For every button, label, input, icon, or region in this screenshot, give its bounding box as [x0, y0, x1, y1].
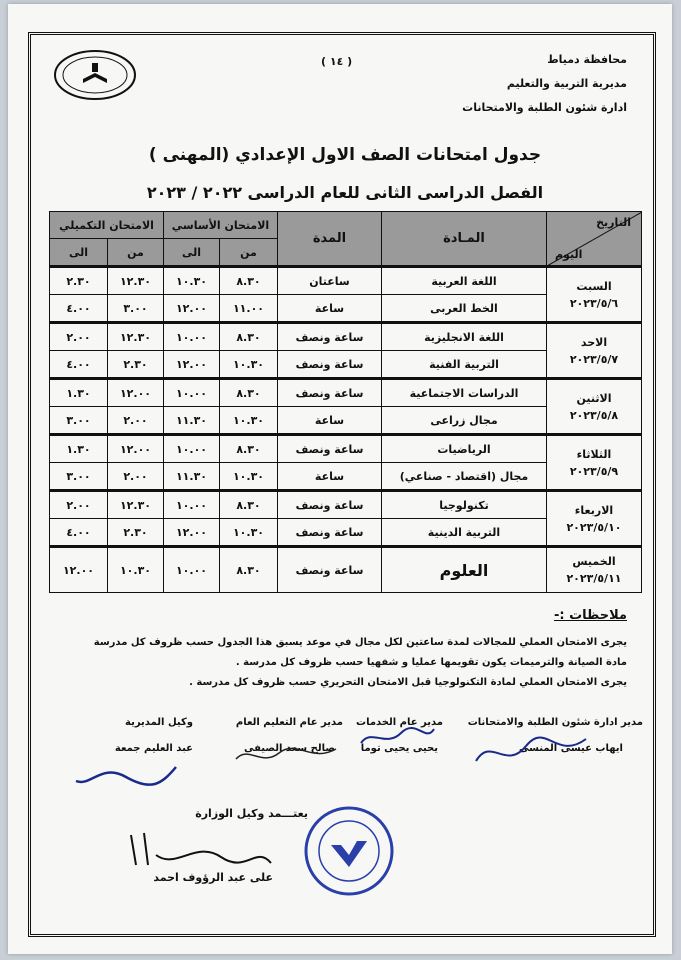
approval-label: يعتـــمد وكيل الوزارة — [195, 807, 308, 820]
header-basic-exam: الامتحان الأساسي — [164, 212, 278, 239]
table-row — [50, 323, 642, 351]
signature-name: ايهاب عيسى المنسى — [518, 743, 623, 754]
supp-from-cell: ١٠.٣٠ — [108, 547, 164, 593]
supp-from-cell: ١٢.٣٠ — [108, 491, 164, 519]
basic-from-cell: ٨.٣٠ — [220, 547, 278, 593]
supp-to-cell: ٢.٠٠ — [50, 323, 108, 351]
day-name: الثلاثاء — [576, 447, 612, 461]
basic-from-cell: ١٠.٣٠ — [220, 351, 278, 379]
supp-to-cell: ٤.٠٠ — [50, 351, 108, 379]
signature-title: وكيل المديرية — [125, 717, 193, 728]
day-name: الخميس — [572, 555, 616, 568]
basic-to-cell: ١١.٣٠ — [164, 407, 220, 435]
page-frame — [28, 32, 656, 937]
table-row — [50, 379, 642, 407]
basic-from-cell: ٨.٣٠ — [220, 267, 278, 295]
basic-from-cell: ١١.٠٠ — [220, 295, 278, 323]
duration-cell: ساعة ونصف — [278, 351, 382, 379]
signature-title: مدير عام التعليم العام — [235, 717, 343, 728]
supp-from-cell: ٣.٠٠ — [108, 295, 164, 323]
basic-to-cell: ١٢.٠٠ — [164, 519, 220, 547]
schedule-subtitle: الفصل الدراسى الثانى للعام الدراسى ٢٠٢٢ / ٢٠٢٣ — [146, 183, 544, 202]
signature-name: صالح سعد الصيفى — [243, 743, 335, 754]
duration-cell: ساعة ونصف — [278, 323, 382, 351]
notes-heading: ملاحظات :- — [553, 608, 627, 623]
supp-to-cell: ٣.٠٠ — [50, 407, 108, 435]
basic-to-cell: ١٠.٠٠ — [164, 323, 220, 351]
duration-cell: ساعة — [278, 463, 382, 491]
subject-cell: اللغة العربية — [382, 267, 547, 295]
subject-cell: الخط العربى — [382, 295, 547, 323]
header-supplementary-exam: الامتحان التكميلي — [50, 212, 164, 239]
duration-cell: ساعة ونصف — [278, 547, 382, 593]
basic-from-cell: ٨.٣٠ — [220, 379, 278, 407]
day-name: الاحد — [580, 335, 608, 349]
approval-name: على عبد الرؤوف احمد — [153, 871, 273, 884]
table-row — [50, 547, 642, 593]
header-day: اليوم — [555, 248, 583, 261]
day-cell — [547, 547, 642, 593]
document-page — [8, 4, 672, 954]
ministry-logo-icon — [53, 49, 137, 101]
supp-to-cell: ١٢.٠٠ — [50, 547, 108, 593]
table-row — [50, 491, 642, 519]
table-row — [50, 267, 642, 295]
supp-to-cell: ٢.٣٠ — [50, 267, 108, 295]
basic-to-cell: ١٢.٠٠ — [164, 295, 220, 323]
header-date-day — [547, 212, 642, 267]
day-cell — [547, 379, 642, 435]
duration-cell: ساعة — [278, 295, 382, 323]
day-name: الاثنين — [576, 391, 612, 405]
basic-from-cell: ١٠.٣٠ — [220, 519, 278, 547]
supp-from-cell: ٢.٠٠ — [108, 407, 164, 435]
basic-from-cell: ٨.٣٠ — [220, 323, 278, 351]
table-row — [50, 435, 642, 463]
day-date: ٢٠٢٣/٥/٦ — [569, 296, 619, 310]
subject-cell: مجال زراعى — [382, 407, 547, 435]
signature-name: عبد العليم جمعة — [114, 743, 193, 754]
supp-to-cell: ١.٣٠ — [50, 435, 108, 463]
exam-schedule-table — [49, 211, 642, 593]
header-basic-from: من — [220, 239, 278, 267]
subject-cell: التربية الفنية — [382, 351, 547, 379]
basic-from-cell: ١٠.٣٠ — [220, 407, 278, 435]
subject-cell: الرياضيات — [382, 435, 547, 463]
basic-from-cell: ١٠.٣٠ — [220, 463, 278, 491]
day-name: الاربعاء — [574, 503, 614, 517]
day-date: ٢٠٢٣/٥/٧ — [569, 352, 619, 366]
basic-to-cell: ١٠.٠٠ — [164, 491, 220, 519]
supp-to-cell: ٤.٠٠ — [50, 519, 108, 547]
supp-from-cell: ١٢.٣٠ — [108, 323, 164, 351]
basic-to-cell: ١٠.٣٠ — [164, 267, 220, 295]
supp-to-cell: ٣.٠٠ — [50, 463, 108, 491]
basic-to-cell: ١٢.٠٠ — [164, 351, 220, 379]
day-cell — [547, 491, 642, 547]
basic-to-cell: ١٠.٠٠ — [164, 379, 220, 407]
signature-scribble-icon — [471, 731, 591, 771]
official-stamp-icon — [303, 805, 395, 897]
signature-title: مدير عام الخدمات — [356, 717, 443, 728]
day-date: ٢٠٢٣/٥/١١ — [566, 572, 622, 585]
basic-from-cell: ٨.٣٠ — [220, 491, 278, 519]
subject-cell: العلوم — [382, 547, 547, 593]
supp-from-cell: ٢.٠٠ — [108, 463, 164, 491]
signature-scribble-icon — [356, 723, 436, 753]
day-date: ٢٠٢٣/٥/١٠ — [566, 520, 622, 534]
signature-name: يحيى يحيى توما — [360, 743, 438, 754]
day-date: ٢٠٢٣/٥/٩ — [569, 464, 619, 478]
supp-from-cell: ٢.٣٠ — [108, 351, 164, 379]
supp-to-cell: ١.٣٠ — [50, 379, 108, 407]
header-subject: المـادة — [382, 212, 547, 267]
day-name: السبت — [576, 279, 612, 293]
signature-title: مدير ادارة شئون الطلبة والامتحانات — [467, 717, 643, 728]
subject-cell: مجال (اقتصاد - صناعي) — [382, 463, 547, 491]
supp-from-cell: ٢.٣٠ — [108, 519, 164, 547]
supp-from-cell: ١٢.٠٠ — [108, 379, 164, 407]
supp-from-cell: ١٢.٠٠ — [108, 435, 164, 463]
supp-to-cell: ٢.٠٠ — [50, 491, 108, 519]
header-supp-from: من — [108, 239, 164, 267]
page-number: ( ١٤ ) — [321, 55, 353, 68]
duration-cell: ساعة ونصف — [278, 435, 382, 463]
header-duration: المدة — [278, 212, 382, 267]
note-item: يجرى الامتحان العملي لمادة التكنولوجيا قبل الامتحان التحريري حسب ظروف كل مدرسة . — [189, 677, 627, 688]
day-cell — [547, 267, 642, 323]
basic-to-cell: ١٠.٠٠ — [164, 547, 220, 593]
signature-scribble-icon — [231, 741, 341, 771]
duration-cell: ساعة ونصف — [278, 519, 382, 547]
directorate-label: مديرية التربية والتعليم — [506, 77, 627, 90]
signature-scribble-icon — [71, 757, 181, 793]
subject-cell: تكنولوجيا — [382, 491, 547, 519]
administration-label: ادارة شئون الطلبة والامتحانات — [462, 101, 627, 114]
header-supp-to: الى — [50, 239, 108, 267]
supp-to-cell: ٤.٠٠ — [50, 295, 108, 323]
note-item: مادة الصيانة والترميمات يكون تقويمها عمليا و شفهيا حسب ظروف كل مدرسة . — [235, 657, 627, 668]
supp-from-cell: ١٢.٣٠ — [108, 267, 164, 295]
basic-to-cell: ١٠.٠٠ — [164, 435, 220, 463]
subject-cell: التربية الدينية — [382, 519, 547, 547]
duration-cell: ساعة ونصف — [278, 491, 382, 519]
signature-scribble-icon — [126, 825, 276, 875]
day-cell — [547, 435, 642, 491]
basic-to-cell: ١١.٣٠ — [164, 463, 220, 491]
day-date: ٢٠٢٣/٥/٨ — [569, 408, 619, 422]
subject-cell: الدراسات الاجتماعية — [382, 379, 547, 407]
day-cell — [547, 323, 642, 379]
header-basic-to: الى — [164, 239, 220, 267]
duration-cell: ساعتان — [278, 267, 382, 295]
duration-cell: ساعة ونصف — [278, 379, 382, 407]
note-item: يجرى الامتحان العملي للمجالات لمدة ساعتين لكل مجال في موعد يسبق هذا الجدول حسب ظروف كل مدرسة — [93, 637, 627, 648]
schedule-title: جدول امتحانات الصف الاول الإعدادي (المهنى ) — [148, 145, 542, 165]
subject-cell: اللغة الانجليزية — [382, 323, 547, 351]
header-date: التاريخ — [596, 216, 631, 229]
basic-from-cell: ٨.٣٠ — [220, 435, 278, 463]
governorate-label: محافظة دمياط — [547, 53, 627, 66]
duration-cell: ساعة — [278, 407, 382, 435]
